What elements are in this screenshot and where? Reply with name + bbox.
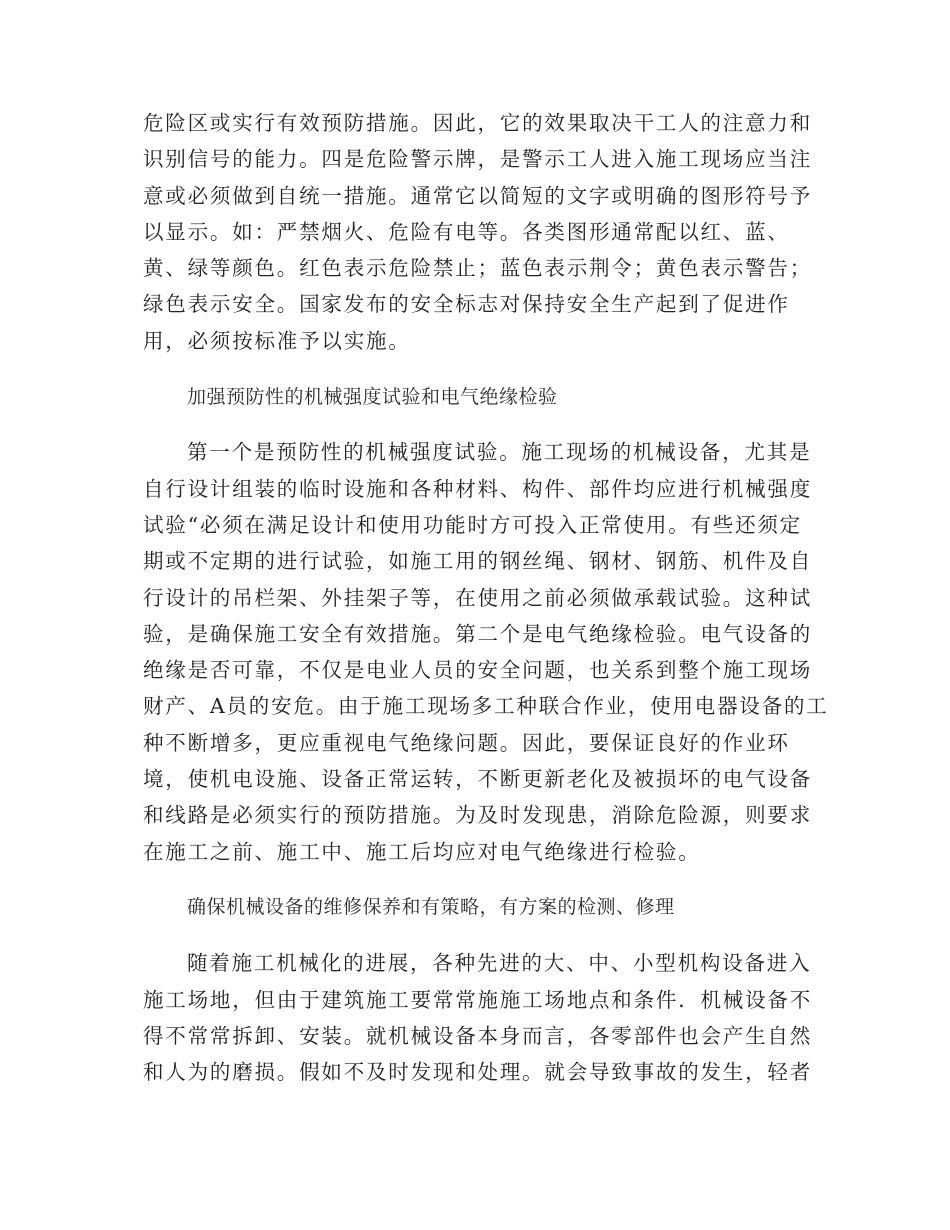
section-heading-maintenance: 确保机械设备的维修保养和有策略，有方案的检测、修理 (187, 896, 675, 919)
section-heading-test: 加强预防性的机械强度试验和电气绝缘检验 (187, 385, 558, 408)
text-line: 和人为的磨损。假如不及时发现和处理。就会导致事故的发生，轻者 (143, 1060, 812, 1085)
paragraph-continued (143, 105, 812, 359)
paragraph-mechanization (143, 945, 812, 1090)
text-line: 绝缘是否可靠，不仅是电业人员的安全问题，也关系到整个施工现场 (143, 658, 812, 683)
paragraph-gap (143, 926, 808, 946)
paragraph-gap (143, 359, 808, 379)
text-line: 行设计的吊栏架、外挂架子等，在使用之前必须做承载试验。这种试 (143, 585, 812, 610)
text-line: 绿色表示安全。国家发布的安全标志对保持安全生产起到了促进作 (143, 292, 790, 317)
document-body (143, 105, 829, 1090)
text-line: 意或必须做到自统一措施。通常它以简短的文字或明确的图形符号予 (143, 183, 812, 208)
text-line: 施工场地，但由于建筑施工要常常施施工场地点和条件．机械设备不 (143, 987, 812, 1012)
text-line: 用，必须按标准予以实施。 (143, 328, 411, 353)
text-line: 随着施工机械化的进展，各种先进的大、中、小型机构设备进入 (187, 951, 812, 976)
text-line: 黄、绿等颜色。红色表示危险禁止；蓝色表示荆令；黄色表示警告； (143, 256, 812, 281)
text-line: 危险区或实行有效预防措施。因此，它的效果取决干工人的注意力和 (143, 111, 812, 135)
text-line: 第一个是预防性的机械强度试验。施工现场的机械设备，尤其是 (187, 440, 812, 465)
text-line: 境，使机电设施、设备正常运转，不断更新老化及被损坏的电气设备 (143, 767, 812, 792)
text-line: 试验“必须在满足设计和使用功能时方可投入正常使用。有些还须定 (143, 512, 802, 537)
text-line: 自行设计组装的临时设施和各种材料、构件、部件均应进行机械强度 (143, 476, 812, 501)
text-line: 验，是确保施工安全有效措施。第二个是电气绝缘检验。电气设备的 (143, 621, 812, 646)
paragraph-gap (143, 870, 808, 890)
paragraph-gap (143, 415, 808, 435)
paragraph-mechanical-electrical (143, 434, 829, 870)
text-line: 以显示。如：严禁烟火、危险有电等。各类图形通常配以红、蓝、 (143, 219, 790, 244)
text-line: 种不断增多，更应重视电气绝缘问题。因此，要保证良好的作业环 (143, 730, 790, 755)
text-line: 在施工之前、施工中、施工后均应对电气绝缘进行检验。 (143, 839, 701, 864)
text-line: 期或不定期的进行试验，如施工用的钢丝绳、钢材、钢筋、机件及自 (143, 549, 812, 574)
text-line: 识别信号的能力。四是危险警示牌，是警示工人进入施工现场应当注 (143, 147, 812, 172)
text-line: 和线路是必须实行的预防措施。为及时发现患，消除危险源，则要求 (143, 803, 812, 828)
text-line: 财产、A员的安危。由于施工现场多工种联合作业，使用电器设备的工 (143, 694, 829, 719)
text-line: 得不常常拆卸、安装。就机械设备本身而言，各零部件也会产生自然 (143, 1023, 812, 1048)
